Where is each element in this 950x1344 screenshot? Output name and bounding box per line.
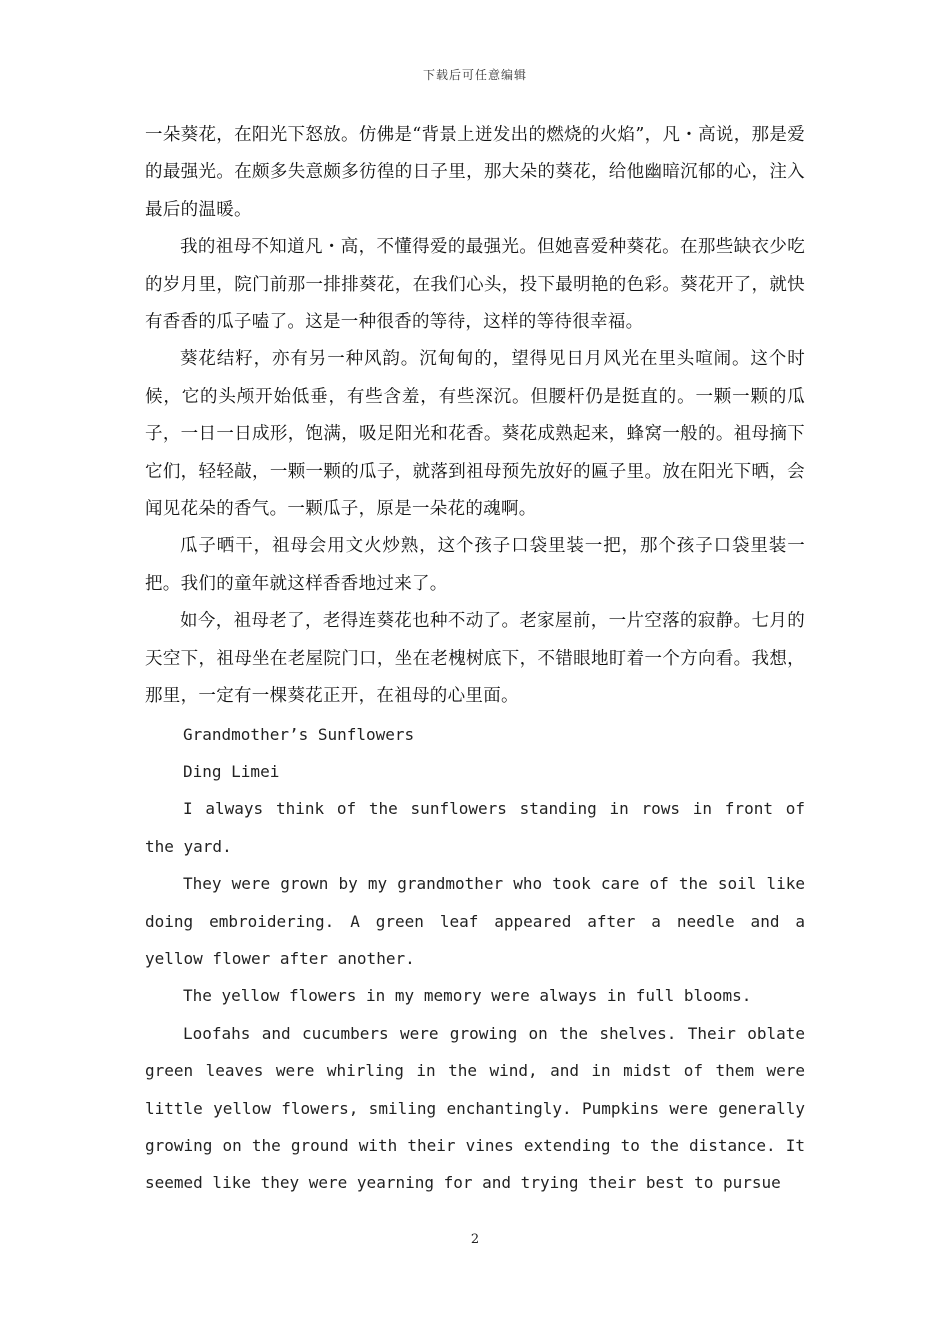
page-number: 2 xyxy=(470,1232,480,1247)
paragraph-zh-1: 一朵葵花，在阳光下怒放。仿佛是“背景上迸发出的燃烧的火焰”，凡・高说，那是爱的最强光。在颇多失意颇多彷徨的日子里，那大朵的葵花，给他幽暗沉郁的心，注入最后的温暖。 xyxy=(145,125,805,220)
paragraph-zh-5: 如今，祖母老了，老得连葵花也种不动了。老家屋前，一片空落的寂静。七月的天空下，祖母坐在老屋院门口，坐在老槐树底下，不错眼地盯着一个方向看。我想，那里，一定有一棵葵花正开，在祖母的心里面。 xyxy=(145,611,805,707)
paragraph-zh-4: 瓜子晒干，祖母会用文火炒熟，这个孩子口袋里装一把，那个孩子口袋里装一把。我们的童年就这样香香地过来了。 xyxy=(145,536,805,594)
document-body xyxy=(145,117,805,1202)
paragraph-zh-3: 葵花结籽，亦有另一种风韵。沉甸甸的，望得见日月风光在里头喧闹。这个时候，它的头颅开始低垂，有些含羞，有些深沉。但腰杆仍是挺直的。一颗一颗的瓜子，一日一日成形，饱满，吸足阳光和花香。葵花成熟起来，蜂窝一般的。祖母摘下它们，轻轻敲，一颗一颗的瓜子，就落到祖母预先放好的匾子里。放在阳光下晒，会闻见花朵的香气。一颗瓜子，原是一朵花的魂啊。 xyxy=(145,349,805,520)
paragraph-en-2: They were grown by my grandmother who took care of the soil like doing embroidering. A green leaf appeared after a needle and a yellow flower after another. xyxy=(145,874,805,968)
page-header-note: 下载后可任意编辑 xyxy=(422,68,527,82)
english-author: Ding Limei xyxy=(183,761,280,781)
paragraph-en-4: Loofahs and cucumbers were growing on the shelves. Their oblate green leaves were whirling in the wind, and in midst of them were little yellow flowers, smiling enchantingly. Pumpkins were generally growing on the ground with their vines extending to the distance. It seemed like they were yearning for and trying their best to pursue xyxy=(145,1023,805,1193)
paragraph-en-3: The yellow flowers in my memory were always in full blooms. xyxy=(183,986,752,1006)
paragraph-zh-2: 我的祖母不知道凡・高，不懂得爱的最强光。但她喜爱种葵花。在那些缺衣少吃的岁月里，院门前那一排排葵花，在我们心头，投下最明艳的色彩。葵花开了，就快有香香的瓜子嗑了。这是一种很香的等待，这样的等待很幸福。 xyxy=(145,237,805,333)
english-title: Grandmother’s Sunflowers xyxy=(183,724,415,744)
paragraph-en-1: I always think of the sunflowers standing in rows in front of the yard. xyxy=(145,799,805,856)
